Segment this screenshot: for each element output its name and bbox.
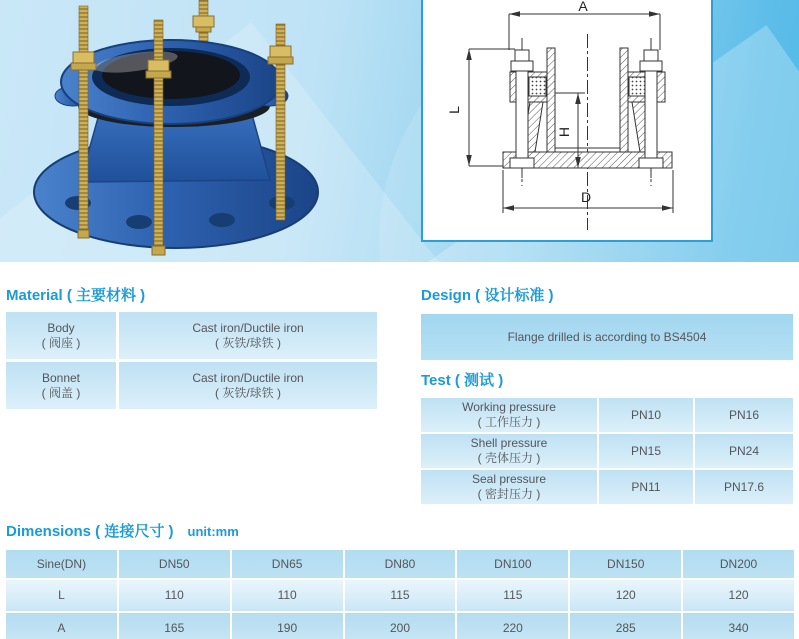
material-part-cell <box>6 312 116 359</box>
stud-tip <box>78 230 89 238</box>
material-section <box>6 287 377 409</box>
dim-value: 165 <box>119 613 230 639</box>
dim-value: 110 <box>232 580 343 611</box>
gasket-left <box>529 77 546 96</box>
part-name-cn: ( 阀盖 ) <box>41 385 81 400</box>
table-header-row <box>6 550 794 578</box>
column-header: DN100 <box>457 550 568 578</box>
column-header: DN200 <box>683 550 794 578</box>
test-value-cell: PN15 <box>599 434 693 468</box>
dim-value: 115 <box>457 580 568 611</box>
test-name: Shell pressure <box>470 436 548 450</box>
pipe-wall-left <box>547 48 555 152</box>
row-label: L <box>6 580 117 611</box>
table-row <box>6 580 794 611</box>
test-name-cn: ( 工作压力 ) <box>477 415 541 429</box>
dim-label-l: L <box>446 106 462 114</box>
test-value-cell: PN24 <box>695 434 793 468</box>
flange-bolt-hole <box>126 215 152 229</box>
dimension-l <box>469 49 515 166</box>
test-name-cn: ( 壳体压力 ) <box>477 451 541 465</box>
test-value-cell: PN16 <box>695 398 793 432</box>
material-value: Cast iron/Ductile iron <box>192 370 304 385</box>
test-label-cell <box>421 398 597 432</box>
design-heading: Design ( 设计标准 ) <box>421 287 554 304</box>
test-label-cell <box>421 470 597 504</box>
dimensions-unit: unit:mm <box>187 524 239 539</box>
technical-drawing <box>423 0 711 240</box>
pipe-wall-right <box>620 48 628 152</box>
material-value-cn: ( 灰铁/球铁 ) <box>215 335 281 350</box>
dimensions-table <box>6 550 794 639</box>
material-value: Cast iron/Ductile iron <box>192 320 304 335</box>
test-value-cell: PN17.6 <box>695 470 793 504</box>
table-row <box>421 434 793 468</box>
column-header: DN150 <box>570 550 681 578</box>
dim-value: 110 <box>119 580 230 611</box>
test-label-cell <box>421 434 597 468</box>
material-value-cell <box>119 362 377 409</box>
test-heading: Test ( 测试 ) <box>421 372 504 389</box>
table-row <box>421 398 793 432</box>
material-table <box>6 312 377 409</box>
hero-banner <box>0 0 799 262</box>
table-row <box>421 470 793 504</box>
column-header: DN50 <box>119 550 230 578</box>
column-header: Sine(DN) <box>6 550 117 578</box>
dim-label-h: H <box>556 126 572 138</box>
part-name-cn: ( 阀座 ) <box>41 335 81 350</box>
product-photo <box>8 0 344 258</box>
right-column <box>421 287 793 504</box>
dim-value: 285 <box>570 613 681 639</box>
design-note: Flange drilled is according to BS4504 <box>421 314 793 360</box>
column-header: DN80 <box>345 550 456 578</box>
material-value-cell <box>119 312 377 359</box>
test-value-cell: PN11 <box>599 470 693 504</box>
test-value-cell: PN10 <box>599 398 693 432</box>
table-row <box>6 613 794 639</box>
part-name: Body <box>47 320 75 335</box>
dim-value: 200 <box>345 613 456 639</box>
part-name: Bonnet <box>41 370 81 385</box>
dim-value: 220 <box>457 613 568 639</box>
dimensions-title: Dimensions ( 连接尺寸 ) <box>6 523 174 540</box>
material-value-cn: ( 灰铁/球铁 ) <box>215 385 281 400</box>
row-label: A <box>6 613 117 639</box>
test-name: Working pressure <box>462 400 556 414</box>
dim-value: 120 <box>570 580 681 611</box>
table-row <box>6 362 377 409</box>
flange-bolt-hole <box>209 213 235 227</box>
table-row <box>6 312 377 359</box>
stud-tip <box>152 246 165 255</box>
test-name-cn: ( 密封压力 ) <box>477 487 541 501</box>
dim-label-d: D <box>580 189 592 205</box>
dimensions-section <box>6 523 794 639</box>
material-part-cell <box>6 362 116 409</box>
dim-value: 340 <box>683 613 794 639</box>
material-heading: Material ( 主要材料 ) <box>6 287 146 304</box>
gasket-right <box>629 77 646 96</box>
dim-value: 115 <box>345 580 456 611</box>
dimensions-heading <box>6 523 794 541</box>
dim-value: 190 <box>232 613 343 639</box>
dim-label-a: A <box>578 0 588 14</box>
dimension-a <box>509 14 660 50</box>
test-table <box>421 398 793 504</box>
column-header: DN65 <box>232 550 343 578</box>
test-name: Seal pressure <box>471 472 547 486</box>
dim-value: 120 <box>683 580 794 611</box>
